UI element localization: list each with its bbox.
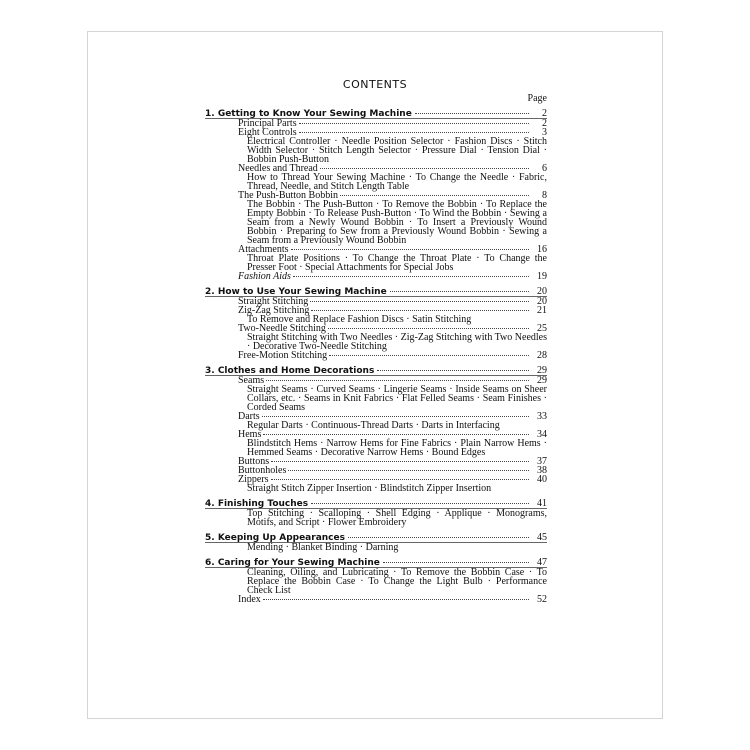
dot-leader <box>271 479 529 480</box>
dot-leader <box>390 291 529 292</box>
entry-page-number: 29 <box>537 375 547 386</box>
entry-page-number: 20 <box>537 296 547 307</box>
section-title: 6. Caring for Your Sewing Machine <box>205 558 380 568</box>
manual-page <box>87 31 663 719</box>
section-page-number: 41 <box>537 498 547 509</box>
dot-leader <box>266 380 529 381</box>
entry-description: Throat Plate Positions · To Change the Throat Plate · To Change the Presser Foot · Special Attachments for Special Jobs <box>247 253 547 273</box>
section-page-number: 20 <box>537 286 547 297</box>
entry-title: Attachments <box>238 244 289 255</box>
entry-title: Seams <box>238 375 265 386</box>
table-of-contents <box>205 109 547 610</box>
dot-leader <box>293 276 529 277</box>
entry-title: Principal Parts <box>238 118 297 129</box>
dot-leader <box>262 416 529 417</box>
section-page-number: 45 <box>537 532 547 543</box>
dot-leader <box>415 113 529 114</box>
entry-title: Darts <box>238 411 260 422</box>
dot-leader <box>320 168 529 169</box>
entry-description: Straight Stitch Zipper Insertion · Blindstitch Zipper Insertion <box>247 483 492 494</box>
dot-leader <box>310 301 529 302</box>
entry-page-number: 2 <box>542 118 547 129</box>
entry-page-number: 28 <box>537 350 547 361</box>
entry-description: Regular Darts · Continuous-Thread Darts · Darts in Interfacing <box>247 420 500 431</box>
dot-leader <box>299 132 529 133</box>
entry-title: Zig-Zag Stitching <box>238 305 310 316</box>
toc-entry-row <box>205 351 547 360</box>
dot-leader <box>328 328 529 329</box>
dot-leader <box>299 123 529 124</box>
toc-section <box>205 558 547 604</box>
toc-entry-row <box>205 272 547 281</box>
entry-description: Electrical Controller · Needle Position Selector · Fashion Discs · Stitch Width Selector · Stitch Length Selector · Pressure Dial · Tension Dial · Bobbin Push-Button <box>247 136 547 165</box>
page-column-label: Page <box>527 93 547 104</box>
entry-description: Blindstitch Hems · Narrow Hems for Fine Fabrics · Plain Narrow Hems · Hemmed Seams · Decorative Narrow Hems · Bound Edges <box>247 438 547 458</box>
section-page-number: 2 <box>542 108 547 119</box>
section-title: 2. How to Use Your Sewing Machine <box>205 287 387 297</box>
entry-page-number: 52 <box>537 594 547 605</box>
entry-description: Top Stitching · Scalloping · Shell Edging · Applique · Monograms, Motifs, and Script · Flower Embroidery <box>247 508 547 528</box>
entry-description: Straight Stitching with Two Needles · Zig-Zag Stitching with Two Needles · Decorative Two-Needle Stitching <box>247 332 547 352</box>
entry-page-number: 21 <box>537 305 547 316</box>
entry-title: Fashion Aids <box>238 271 291 282</box>
dot-leader <box>263 599 529 600</box>
section-heading-row <box>205 109 547 118</box>
entry-title: Free-Motion Stitching <box>238 350 328 361</box>
dot-leader <box>383 562 529 563</box>
entry-title: Buttonholes <box>238 465 287 476</box>
entry-description: How to Thread Your Sewing Machine · To Change the Needle · Fabric, Thread, Needle, and Stitch Length Table <box>247 172 547 192</box>
entry-page-number: 8 <box>542 190 547 201</box>
dot-leader <box>348 537 529 538</box>
entry-page-number: 25 <box>537 323 547 334</box>
toc-section <box>205 109 547 281</box>
toc-entry-row <box>205 595 547 604</box>
section-title: 3. Clothes and Home Decorations <box>205 366 375 376</box>
entry-page-number: 6 <box>542 163 547 174</box>
toc-section <box>205 533 547 552</box>
entry-page-number: 19 <box>537 271 547 282</box>
entry-page-number: 16 <box>537 244 547 255</box>
toc-section <box>205 287 547 360</box>
entry-page-number: 3 <box>542 127 547 138</box>
section-heading-row <box>205 533 547 542</box>
entry-description: Mending · Blanket Binding · Darning <box>247 542 399 553</box>
entry-title: The Push-Button Bobbin <box>238 190 339 201</box>
dot-leader <box>377 370 529 371</box>
dot-leader <box>311 503 529 504</box>
entry-title: Straight Stitching <box>238 296 309 307</box>
entry-page-number: 33 <box>537 411 547 422</box>
dot-leader <box>291 249 529 250</box>
entry-page-number: 37 <box>537 456 547 467</box>
entry-title: Buttons <box>238 456 270 467</box>
section-heading-row <box>205 366 547 375</box>
toc-section <box>205 499 547 527</box>
entry-title: Index <box>238 594 261 605</box>
dot-leader <box>311 310 529 311</box>
dot-leader <box>263 434 529 435</box>
entry-description: The Bobbin · The Push-Button · To Remove the Bobbin · To Replace the Empty Bobbin · To Release Push-Button · To Wind the Bobbin · Sewing a Seam from a Newly Wound Bobbin · To Insert a Previously Wound Bobbin · Preparing to Sew from a Previously Wound Bobbin · Sewing a Seam from a Previously Wound Bobbin <box>247 199 547 246</box>
entry-title: Eight Controls <box>238 127 297 138</box>
section-page-number: 47 <box>537 557 547 568</box>
dot-leader <box>288 470 529 471</box>
entry-title: Hems <box>238 429 262 440</box>
entry-page-number: 34 <box>537 429 547 440</box>
contents-heading: CONTENTS <box>342 78 408 91</box>
section-heading-row <box>205 499 547 508</box>
section-heading-row <box>205 558 547 567</box>
entry-title: Two-Needle Stitching <box>238 323 326 334</box>
entry-title: Zippers <box>238 474 269 485</box>
dot-leader <box>271 461 529 462</box>
dot-leader <box>340 195 529 196</box>
entry-description: Straight Seams · Curved Seams · Lingerie Seams · Inside Seams on Sheer Collars, etc. · Seams in Knit Fabrics · Flat Felled Seams · Seam Finishes · Corded Seams <box>247 384 547 413</box>
entry-page-number: 40 <box>537 474 547 485</box>
section-page-number: 29 <box>537 365 547 376</box>
toc-section <box>205 366 547 493</box>
entry-description: Cleaning, Oiling, and Lubricating · To Remove the Bobbin Case · To Replace the Bobbin Case · To Change the Light Bulb · Performance Check List <box>247 567 547 596</box>
entry-title: Needles and Thread <box>238 163 318 174</box>
section-title: 4. Finishing Touches <box>205 499 309 509</box>
entry-description: To Remove and Replace Fashion Discs · Satin Stitching <box>247 314 472 325</box>
entry-page-number: 38 <box>537 465 547 476</box>
section-heading-row <box>205 287 547 296</box>
section-title: 5. Keeping Up Appearances <box>205 533 345 543</box>
section-title: 1. Getting to Know Your Sewing Machine <box>205 109 412 119</box>
dot-leader <box>329 355 529 356</box>
